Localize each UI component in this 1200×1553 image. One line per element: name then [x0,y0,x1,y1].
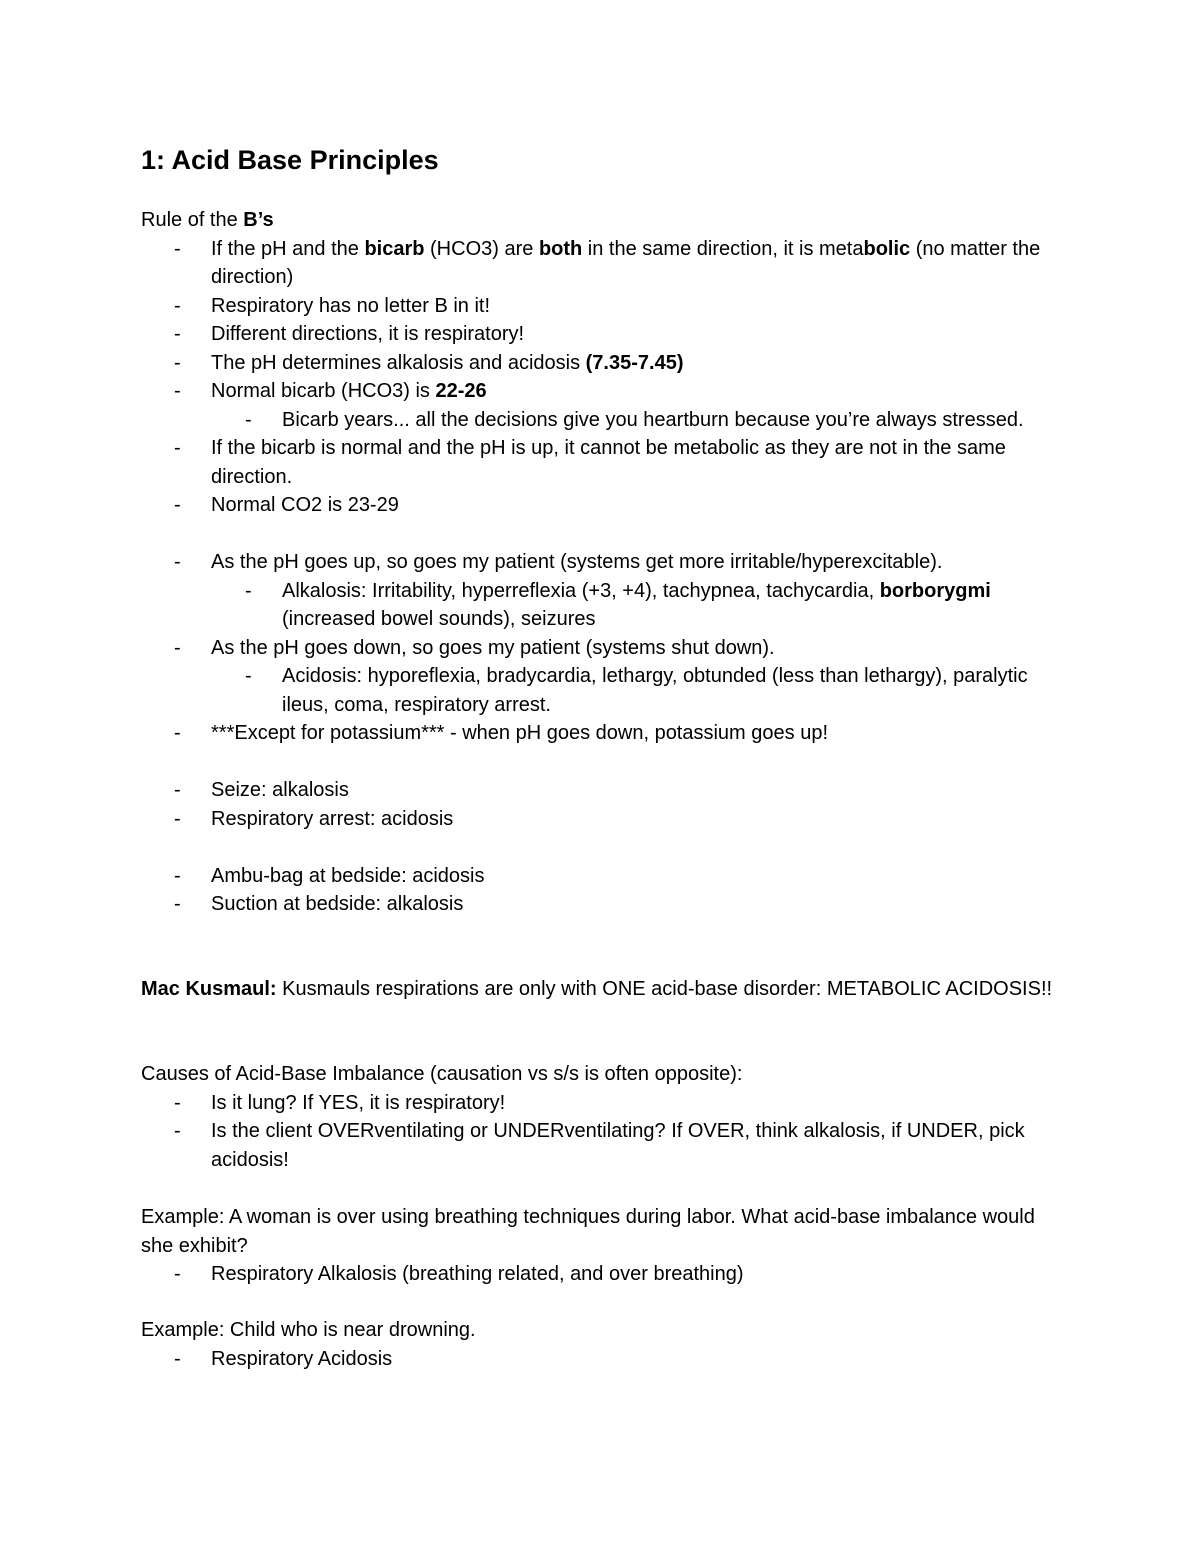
spacer [141,833,1061,862]
list-item: - The pH determines alkalosis and acidosis (7.35-7.45) [141,349,1061,378]
bullet-dash: - [174,1347,181,1370]
rule-heading: Rule of the B’s [141,209,274,231]
list-item: - Respiratory Alkalosis (breathing related, and over breathing) [141,1260,1061,1289]
bullet-dash: - [245,579,252,602]
bullet-dash: - [174,237,181,260]
bullet-dash: - [174,437,181,459]
list-item: - Normal CO2 is 23-29 [141,491,1061,520]
page-title: 1: Acid Base Principles [141,145,439,175]
bullet-dash: - [245,665,252,687]
causes-heading: Causes of Acid-Base Imbalance (causation vs s/s is often opposite): [141,1063,743,1085]
list-item: - If the pH and the bicarb (HCO3) are both in the same direction, it is metabolic (no matter the direction) [141,235,1061,292]
causes-section [141,1060,1061,1174]
bullet-dash: - [174,1263,181,1285]
list-item: - Normal bicarb (HCO3) is 22-26 [141,377,1061,406]
list-item: - Is it lung? If YES, it is respiratory! [141,1089,1061,1118]
list-item: - Ambu-bag at bedside: acidosis [141,862,1061,891]
sub-list-item: - Bicarb years... all the decisions give you heartburn because you’re always stressed. [141,406,1061,435]
bullet-dash: - [174,1120,181,1142]
bullet-dash: - [174,294,181,317]
bullet-dash: - [174,779,181,801]
list-item: - Respiratory Acidosis [141,1345,1061,1374]
bullet-dash: - [174,1091,181,1114]
bullet-dash: - [174,323,181,345]
bullet-dash: - [245,408,252,431]
bullet-dash: - [174,893,181,915]
list-item: - As the pH goes up, so goes my patient (systems get more irritable/hyperexcitable). [141,548,1061,577]
rule-of-bs-section [141,206,1061,919]
bullet-dash: - [174,351,181,374]
bullet-dash: - [174,807,181,830]
spacer [141,520,1061,549]
example-text: Example: Child who is near drowning. [141,1319,476,1341]
spacer [141,748,1061,777]
example-2 [141,1316,1061,1373]
list-item: - If the bicarb is normal and the pH is up, it cannot be metabolic as they are not in the same direction. [141,434,1061,491]
sub-list-item: - Acidosis: hyporeflexia, bradycardia, lethargy, obtunded (less than lethargy), paralytic ileus, coma, respiratory arrest. [141,662,1061,719]
bullet-dash: - [174,636,181,659]
example-text: Example: A woman is over using breathing techniques during labor. What acid-base imbalance would she exhibit? [141,1206,1035,1257]
bullet-dash: - [174,864,181,887]
list-item: - As the pH goes down, so goes my patient (systems shut down). [141,634,1061,663]
list-item: - Suction at bedside: alkalosis [141,890,1061,919]
list-item: - ***Except for potassium*** - when pH goes down, potassium goes up! [141,719,1061,748]
example-1 [141,1203,1061,1289]
sub-list-item: - Alkalosis: Irritability, hyperreflexia (+3, +4), tachypnea, tachycardia, borborygmi (increased bowel sounds), seizures [141,577,1061,634]
bullet-dash: - [174,494,181,516]
bullet-dash: - [174,380,181,402]
list-item: - Seize: alkalosis [141,776,1061,805]
list-item: - Different directions, it is respiratory! [141,320,1061,349]
bullet-dash: - [174,551,181,573]
mac-kusmaul-note: Mac Kusmaul: Kusmauls respirations are only with ONE acid-base disorder: METABOLIC ACIDOSIS!! [141,978,1053,1000]
list-item: - Respiratory has no letter B in it! [141,292,1061,321]
bullet-dash: - [174,722,181,744]
list-item: - Respiratory arrest: acidosis [141,805,1061,834]
list-item: - Is the client OVERventilating or UNDERventilating? If OVER, think alkalosis, if UNDER, pick acidosis! [141,1117,1061,1174]
